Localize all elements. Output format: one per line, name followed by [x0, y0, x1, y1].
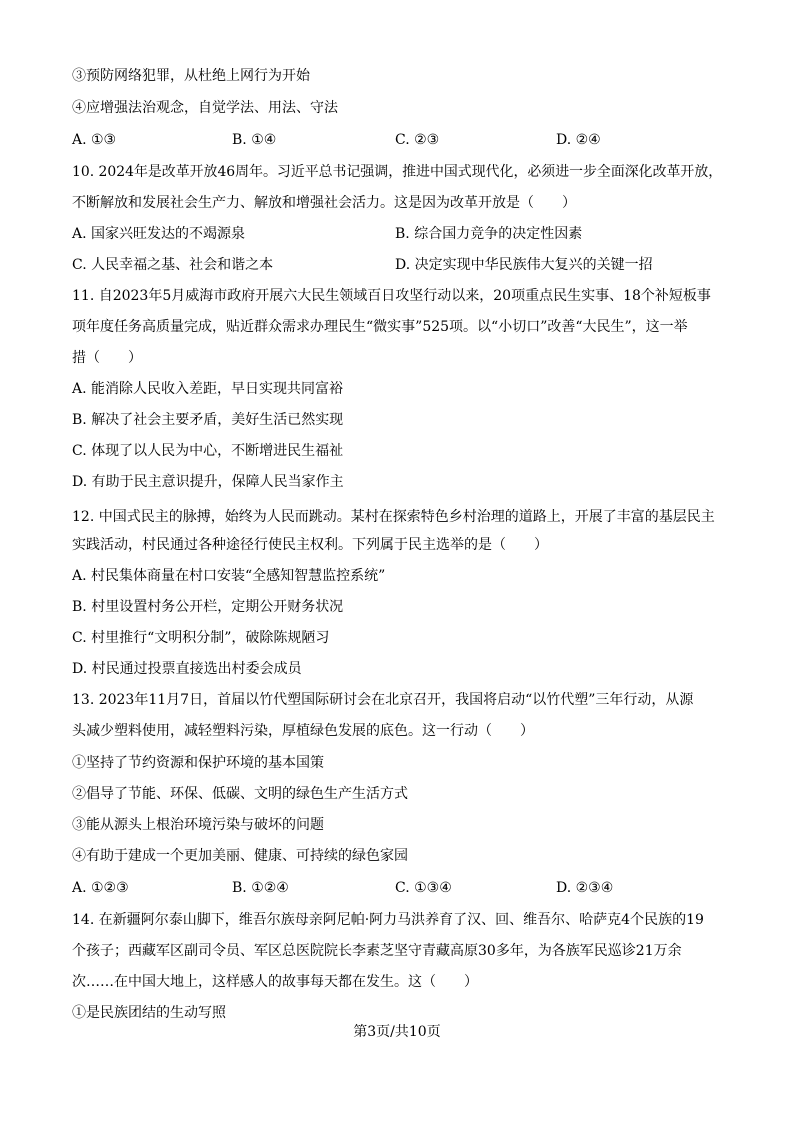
q11-option-a: A. 能消除人民收入差距，早日实现共同富裕: [72, 381, 344, 397]
q14-stem-line-2: 个孩子；西藏军区副司令员、军区总医院院长李素芝坚守青藏高原30多年，为各族军民巡诊21万余: [72, 943, 682, 959]
q13-stem-line-2: 头减少塑料使用，减轻塑料污染，厚植绿色发展的底色。这一行动（ ）: [72, 723, 534, 739]
page-number: 第3页/共10页: [353, 1024, 441, 1040]
q13-option-a: A. ①②③: [72, 880, 129, 896]
q11-option-b: B. 解决了社会主要矛盾，美好生活已然实现: [72, 412, 344, 428]
q11-stem-line-1: 11. 自2023年5月威海市政府开展六大民生领域百日攻坚行动以来，20项重点民生实事、18个补短板事: [72, 288, 711, 304]
q10-option-a: A. 国家兴旺发达的不竭源泉: [72, 226, 246, 242]
q11-option-c: C. 体现了以人民为中心，不断增进民生福祉: [72, 443, 344, 459]
q13-option-b: B. ①②④: [232, 880, 289, 896]
q12-stem-line-2: 实践活动，村民通过各种途径行使民主权利。下列属于民主选举的是（ ）: [72, 537, 548, 553]
q9-option-d: D. ②④: [556, 132, 601, 148]
q11-stem-line-3: 措（ ）: [72, 350, 142, 366]
q9-item-4: ④应增强法治观念，自觉学法、用法、守法: [72, 100, 338, 116]
q10-option-b: B. 综合国力竞争的决定性因素: [395, 226, 583, 242]
q10-stem-line-1: 10. 2024年是改革开放46周年。习近平总书记强调，推进中国式现代化，必须进一步全面深化改革开放，: [72, 164, 723, 180]
q13-stem-line-1: 13. 2023年11月7日，首届以竹代塑国际研讨会在北京召开，我国将启动“以竹代塑”三年行动，从源: [72, 692, 694, 708]
q13-option-c: C. ①③④: [395, 880, 452, 896]
q13-item-4: ④有助于建成一个更加美丽、健康、可持续的绿色家园: [72, 848, 408, 864]
q14-item-1: ①是民族团结的生动写照: [72, 1005, 226, 1021]
q12-option-c: C. 村里推行“文明积分制”，破除陈规陋习: [72, 630, 330, 646]
q13-option-d: D. ②③④: [556, 880, 614, 896]
q14-stem-line-1: 14. 在新疆阿尔泰山脚下，维吾尔族母亲阿尼帕·阿力马洪养育了汉、回、维吾尔、哈萨克4个民族的19: [72, 912, 704, 928]
q13-item-1: ①坚持了节约资源和保护环境的基本国策: [72, 755, 324, 771]
q12-option-a: A. 村民集体商量在村口安装“全感知智慧监控系统”: [72, 568, 386, 584]
q12-option-b: B. 村里设置村务公开栏，定期公开财务状况: [72, 599, 344, 615]
q11-stem-line-2: 项年度任务高质量完成，贴近群众需求办理民生“微实事”525项。以“小切口”改善“大民生”，这一举: [72, 319, 688, 335]
q10-option-c: C. 人民幸福之基、社会和谐之本: [72, 257, 274, 273]
q10-stem-line-2: 不断解放和发展社会生产力、解放和增强社会活力。这是因为改革开放是（ ）: [72, 195, 576, 211]
q14-stem-line-3: 次……在中国大地上，这样感人的故事每天都在发生。这（ ）: [72, 974, 478, 990]
q9-option-a: A. ①③: [72, 132, 117, 148]
q11-option-d: D. 有助于民主意识提升，保障人民当家作主: [72, 474, 344, 490]
q12-stem-line-1: 12. 中国式民主的脉搏，始终为人民而跳动。某村在探索特色乡村治理的道路上，开展了丰富的基层民主: [72, 509, 715, 525]
q12-option-d: D. 村民通过投票直接选出村委会成员: [72, 661, 302, 677]
q10-option-d: D. 决定实现中华民族伟大复兴的关键一招: [395, 257, 653, 273]
q13-item-3: ③能从源头上根治环境污染与破坏的问题: [72, 817, 324, 833]
q13-item-2: ②倡导了节能、环保、低碳、文明的绿色生产生活方式: [72, 786, 408, 802]
q9-option-b: B. ①④: [232, 132, 277, 148]
q9-item-3: ③预防网络犯罪，从杜绝上网行为开始: [72, 68, 310, 84]
q9-option-c: C. ②③: [395, 132, 440, 148]
